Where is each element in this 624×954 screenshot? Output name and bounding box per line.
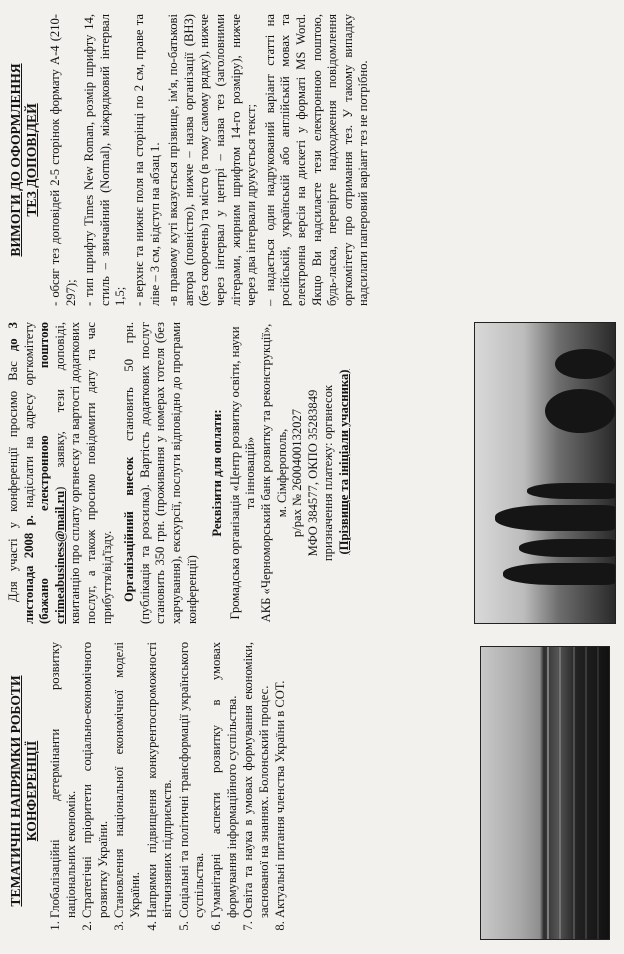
topic-item: 2. Стратегічні пріоритети соціально-економічного розвитку України. xyxy=(80,642,111,918)
park-photo xyxy=(474,322,616,624)
participation-paragraph: Для участі у конференції просимо Вас до 3 листопада 2008 р. надіслати на адресу оргкомітету (бажано електронною поштою crimeabusiness@mail.ru) заявку, тези доповіді, квитанцію про сплату оргвнеску та вартості додаткових послуг, а також просимо повідомити дату та час прибуття/від'їзду. xyxy=(6,321,114,624)
requirements-title-line1: ВИМОГИ ДО ОФОРМЛЕННЯ xyxy=(8,63,23,257)
topic-item: 4. Напрямки підвищення конкурентоспроможності вітчизняних підприємств. xyxy=(145,642,176,918)
topic-item: 8. Актуальні питання членства України в СОТ. xyxy=(273,642,289,918)
topic-item: 3. Становлення національної економічної моделі України. xyxy=(112,642,143,918)
topic-item: 5. Соціальні та політичні трансформації українського суспільства. xyxy=(177,642,208,918)
topics-column xyxy=(6,642,290,940)
payment-line: Громадська організація «Центр розвитку освіти, науки та інновацій» xyxy=(227,326,258,620)
participation-column xyxy=(6,322,352,624)
requirement-item: -в правому куті вказується прізвище, ім'я, по-батькові автора (повністю), нижче – назва організації (ВНЗ) (без скорочень) та місто (в тому самому рядку), нижче через інтервал у центрі – назва тез (заголовними літерами, жирним шрифтом 14-го розміру), нижче через два інтервали друкується текст; xyxy=(166,14,259,306)
payment-details-title: Реквізити для оплати: xyxy=(210,409,225,537)
email-link[interactable]: crimeabusiness@mail.ru xyxy=(52,490,67,624)
fee-paragraph: Організаційний внесок становить 50 грн. (публікація та розсилка). Вартість додаткових послуг становить 350 грн. (проживання у номерах готеля (без харчування), екскурсії, послуги відповідно до програми конференції) xyxy=(122,322,199,624)
requirements-title-line2: ТЕЗ ДОПОВІДЕЙ xyxy=(24,103,39,217)
topic-item: 1. Глобалізаційні детермінанти розвитку національних економік. xyxy=(48,642,79,918)
topics-title-line1: ТЕМАТИЧНІ НАПРЯМКИ РОБОТИ xyxy=(8,675,23,907)
payment-line: АКБ «Черноморський банк розвитку та реконструкції», м. Сімферополь, xyxy=(258,323,289,623)
requirements-column xyxy=(6,14,375,306)
participant-name-note: (Прізвище та ініціали учасника) xyxy=(336,369,351,555)
deadline-date: до 3 листопада 2008 р. xyxy=(6,322,36,624)
topic-item: 7. Освіта та наука в умовах формування економіки, заснованої на знаннях. Болонський процес. xyxy=(241,642,272,918)
payment-line: МФО 384577, ОКПО 35283849 xyxy=(305,389,320,557)
requirement-item: - тип шрифту Times New Roman, розмір шрифту 14, стиль – звичайний (Normal), міжрядковий інтервал 1,5; xyxy=(82,14,128,306)
topics-list xyxy=(48,642,289,940)
payment-purpose: призначення платежу: оргвнесок xyxy=(321,384,336,562)
topic-item: 6. Гуманітарні аспекти розвитку в умовах формування інформаційного суспільства. xyxy=(209,642,240,918)
payment-line: р/рах № 2600400132027 xyxy=(290,408,305,538)
requirement-item: – надається один надрукований варіант статті на російській, українській або англійській мовах та електронна версія на дискеті у форматі MS Word. Якщо Ви надсилаєте тези електронною поштою, будь-ласка, перевірте надходження повідомлення оргкомітету про отримання тез. У такому випадку надсилати паперовий варіант тез не потрібно. xyxy=(262,14,371,306)
requirement-item: - верхнє та нижнє поля на сторінці по 2 см, праве та ліве – 3 см, відступ на абзац 1. xyxy=(131,14,162,306)
sea-photo xyxy=(480,646,610,940)
fee-label: Організаційний внесок xyxy=(122,456,137,602)
requirements-title xyxy=(8,14,40,306)
topics-title-line2: КОНФЕРЕНЦІЇ xyxy=(24,740,39,842)
topics-title xyxy=(8,642,40,940)
requirement-item: - обсяг тез доповідей 2-5 сторінок формату А-4 (210-297); xyxy=(48,14,78,306)
